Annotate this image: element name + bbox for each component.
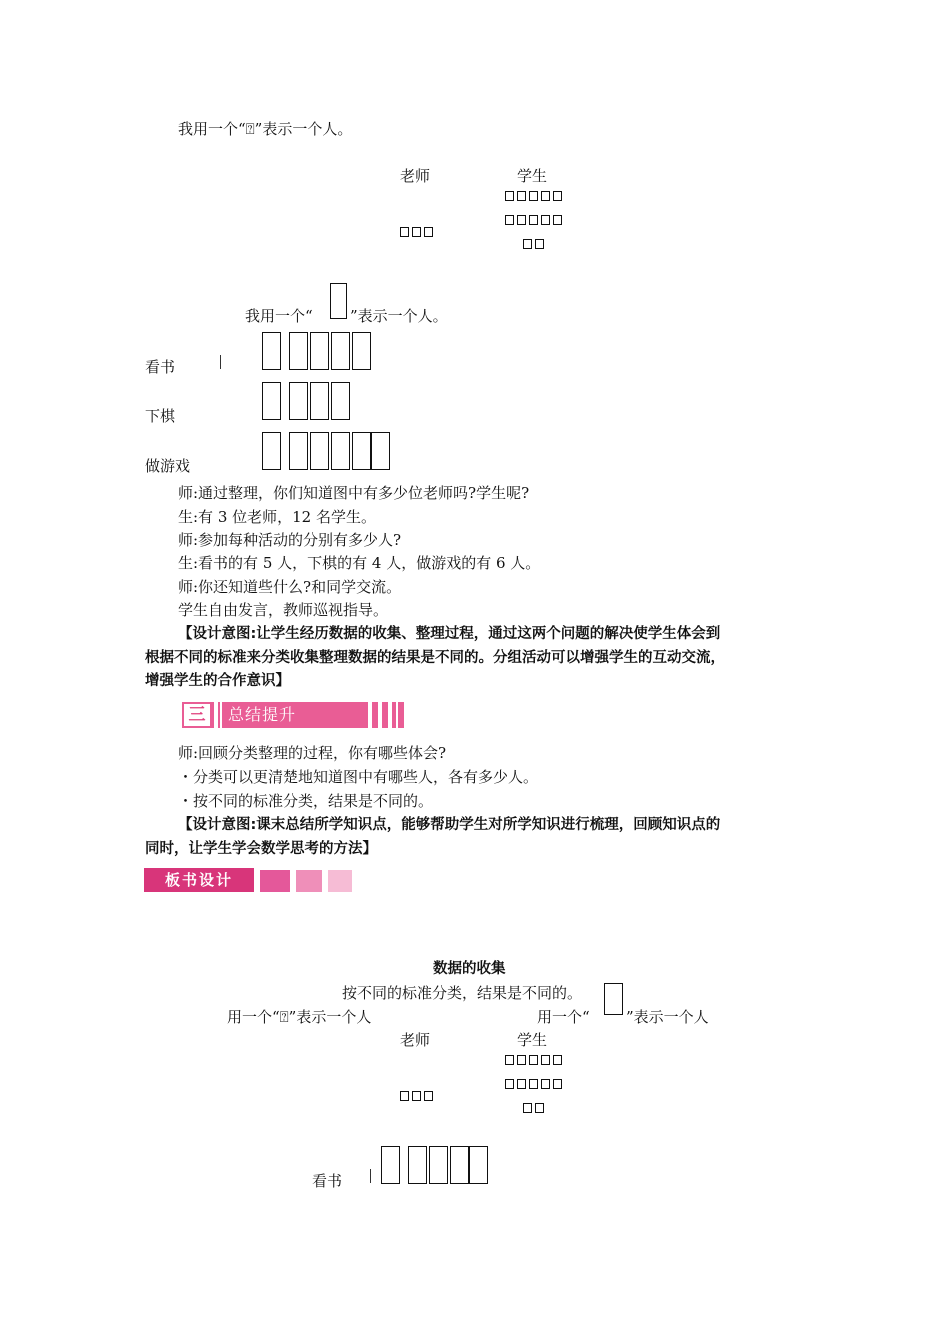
row-label-reading: 看书 [145,358,176,376]
chess-box [331,382,350,420]
board-reading-box [429,1146,448,1184]
reading-box [289,332,308,370]
board-reading-box [408,1146,427,1184]
reading-box [310,332,329,370]
person-symbol-icon [330,283,347,319]
board-reading-box [450,1146,469,1184]
board-reading-box [381,1146,400,1184]
dialogue-line: 生:看书的有 5 人，下棋的有 4 人，做游戏的有 6 人。 [178,554,541,572]
board-subtitle: 按不同的标准分类，结果是不同的。 [342,984,583,1002]
dialogue-line: 生:有 3 位老师，12 名学生。 [178,508,376,526]
design-intent-line: 【设计意图:课末总结所学知识点，能够帮助学生对所学知识进行梳理，回顾知识点的 [178,817,721,833]
board-student-label: 学生 [517,1031,548,1049]
design-intent-line: 根据不同的标准来分类收集整理数据的结果是不同的。分组活动可以增强学生的互动交流， [145,650,725,666]
dialogue-line: 学生自由发言，教师巡视指导。 [178,601,389,619]
swatch-dark [260,870,290,892]
activity-symbol-prefix: 我用一个“ [245,307,313,325]
design-intent-line: 增强学生的合作意识】 [145,673,290,689]
board-student-row-2 [503,1079,563,1089]
section-number: 三 [184,704,210,726]
summary-bullet: ・按不同的标准分类，结果是不同的。 [178,792,434,810]
reading-box [352,332,371,370]
tick-mark [220,355,221,369]
banner-stripe [368,702,372,728]
games-box [371,432,390,470]
student-row-2 [503,215,563,225]
dialogue-line: 师:通过整理，你们知道图中有多少位老师吗?学生呢? [178,484,530,502]
chess-box [289,382,308,420]
banner-stripe [214,702,218,728]
banner-stripe [396,702,398,728]
student-row-1 [503,191,563,201]
row-label-games: 做游戏 [145,457,191,475]
student-row-3 [521,239,545,249]
games-box [352,432,371,470]
board-teacher-label: 老师 [400,1031,431,1049]
board-right-prefix: 用一个“ [537,1008,590,1026]
swatch-light [328,870,352,892]
board-left-symbol: 用一个“⍰”表示一个人 [227,1008,372,1026]
dialogue-line: 师:参加每种活动的分别有多少人? [178,531,402,549]
reading-box [331,332,350,370]
reading-box [262,332,281,370]
board-title: 数据的收集 [433,961,506,977]
section-title: 总结提升 [228,705,297,724]
activity-symbol-suffix: ”表示一个人。 [350,307,448,325]
board-student-row-3 [521,1103,545,1113]
tick-mark [370,1169,371,1183]
teacher-label: 老师 [400,167,431,185]
games-box [289,432,308,470]
chess-box [310,382,329,420]
banner-stripe [378,702,382,728]
summary-line: 师:回顾分类整理的过程，你有哪些体会? [178,744,447,762]
games-box [310,432,329,470]
banner-stripe [220,702,222,728]
board-reading-box [469,1146,488,1184]
teacher-row [398,227,434,237]
summary-bullet: ・分类可以更清楚地知道图中有哪些人，各有多少人。 [178,768,539,786]
board-design-label: 板书设计 [144,868,254,892]
games-box [331,432,350,470]
row-label-chess: 下棋 [145,407,176,425]
symbol-legend-line: 我用一个“⍰”表示一个人。 [178,120,353,138]
board-row-label-reading: 看书 [312,1172,343,1190]
board-teacher-row [398,1091,434,1101]
swatch-mid [296,870,322,892]
chess-box [262,382,281,420]
student-label: 学生 [517,167,548,185]
games-box [262,432,281,470]
board-right-suffix: ”表示一个人 [626,1008,709,1026]
board-student-row-1 [503,1055,563,1065]
design-intent-line: 【设计意图:让学生经历数据的收集、整理过程，通过这两个问题的解决使学生体会到 [178,626,721,642]
dialogue-line: 师:你还知道些什么?和同学交流。 [178,578,402,596]
person-symbol-icon [604,983,623,1015]
section-banner [182,702,404,728]
banner-stripe [388,702,392,728]
design-intent-line: 同时，让学生学会数学思考的方法】 [145,841,377,857]
